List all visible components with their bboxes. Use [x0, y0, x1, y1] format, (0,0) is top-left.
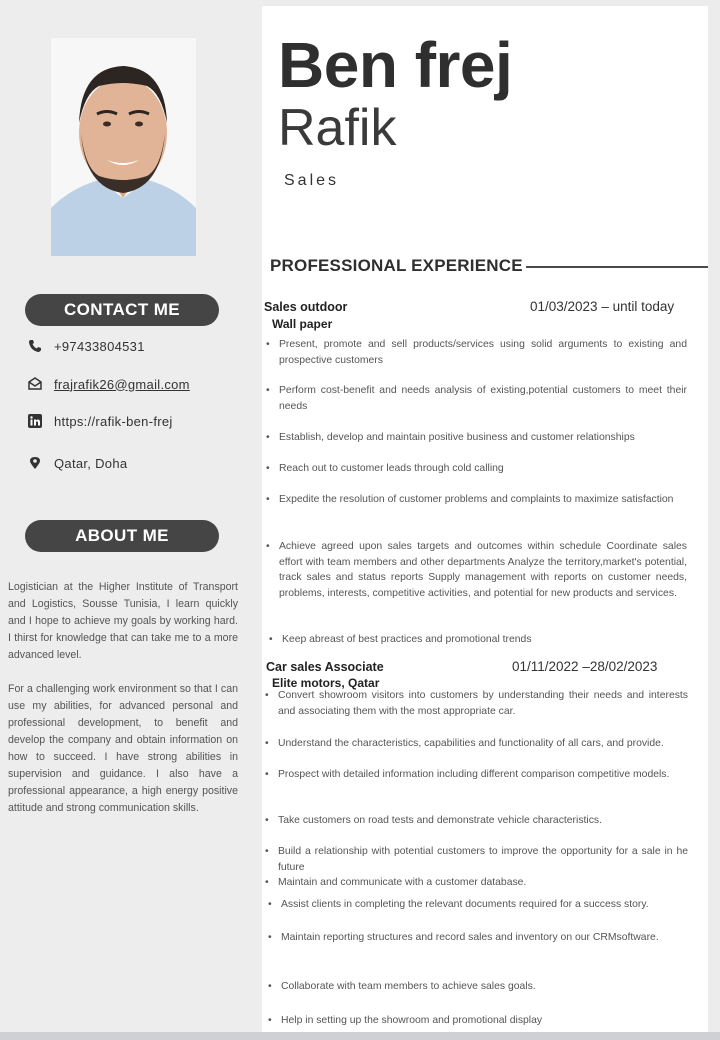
- contact-location: [28, 453, 127, 473]
- linkedin-text[interactable]: https://rafik-ben-frej: [54, 413, 173, 429]
- job-2-bullet: • Prospect with detailed information including different comparison competitive models.: [278, 767, 688, 783]
- sidebar: [0, 0, 262, 1040]
- page-bottom-edge: [0, 1032, 720, 1040]
- job-2-bullet: • Collaborate with team members to achieve sales goals.: [281, 979, 688, 995]
- job-1-company: Wall paper: [272, 317, 333, 331]
- job-2-dates: 01/11/2022 –28/02/2023: [512, 659, 658, 674]
- job-2-bullet: • Build a relationship with potential customers to improve the opportunity for a sale in he future: [278, 844, 688, 875]
- job-role: Sales: [284, 172, 340, 189]
- job-1-title: Sales outdoor: [264, 300, 348, 314]
- job-2-title: Car sales Associate: [266, 660, 384, 674]
- about-paragraph-1: Logistician at the Higher Institute of Transport and Logistics, Sousse Tunisia, I learn quickly and I hope to achieve my goals by working hard. I thirst for knowledge that can take me to a more advanced level.: [8, 581, 238, 661]
- about-heading: ABOUT ME: [25, 520, 219, 552]
- job-2-bullet: • Understand the characteristics, capabilities and functionality of all cars, and provide.: [278, 736, 688, 752]
- job-1-bullet: • Perform cost-benefit and needs analysis of existing,potential customers to meet their needs: [279, 383, 687, 414]
- job-2-bullet: • Take customers on road tests and demonstrate vehicle characteristics.: [278, 813, 688, 829]
- about-paragraph-2: For a challenging work environment so that I can use my abilities, for advanced personal and professional development, to benefit and develop the company and obtain information on how to succeed. I have strong abilities in supervision and guidance. I also have a professional appearance, a high energy positive attitude and strong communication skills.: [8, 683, 238, 814]
- job-2-bullet: • Convert showroom visitors into customers by understanding their needs and interests and associating them with the most appropriate car.: [278, 688, 688, 719]
- location-pin-icon: [28, 456, 42, 470]
- contact-email[interactable]: [28, 374, 190, 394]
- name-second-line: Rafik: [278, 99, 397, 157]
- job-2-bullet: • Maintain reporting structures and record sales and inventory on our CRMsoftware.: [281, 930, 688, 946]
- job-1-bullet: • Establish, develop and maintain positive business and customer relationships: [279, 430, 687, 446]
- section-divider: [526, 266, 708, 268]
- job-1-bullet: • Achieve agreed upon sales targets and outcomes within schedule Coordinate sales effort with team members and other departments Analyze the territory,market's potential, track sales and status reports Supply management with reports on customer needs, problems, interests, competitive activities, and potential for new products and services.: [279, 539, 687, 601]
- email-link[interactable]: frajrafik26@gmail.com: [54, 376, 190, 392]
- contact-heading: CONTACT ME: [25, 294, 219, 326]
- contact-phone[interactable]: [28, 336, 145, 356]
- job-1-bullet: • Keep abreast of best practices and promotional trends: [282, 632, 687, 648]
- envelope-icon: [28, 377, 42, 391]
- job-2-company: Elite motors, Qatar: [272, 676, 380, 690]
- experience-heading: PROFESSIONAL EXPERIENCE: [270, 256, 523, 275]
- job-1-bullet: • Expedite the resolution of customer problems and complaints to maximize satisfaction: [279, 492, 687, 508]
- job-1-dates: 01/03/2023 – until today: [530, 299, 675, 314]
- job-2-bullet: • Maintain and communicate with a customer database.: [278, 875, 688, 891]
- phone-icon: [28, 339, 42, 353]
- contact-linkedin[interactable]: [28, 411, 173, 431]
- job-1-bullet: • Reach out to customer leads through cold calling: [279, 461, 687, 477]
- profile-photo: [51, 38, 196, 256]
- phone-text: +97433804531: [54, 338, 145, 354]
- linkedin-icon: [28, 414, 42, 428]
- job-1-bullet: • Present, promote and sell products/services using solid arguments to existing and prospective customers: [279, 337, 687, 368]
- name-first-line: Ben frej: [278, 29, 513, 101]
- location-text: Qatar, Doha: [54, 455, 128, 471]
- job-2-bullet: • Assist clients in completing the relevant documents required for a success story.: [281, 897, 688, 913]
- main-panel: [262, 6, 708, 1032]
- job-2-bullet: • Help in setting up the showroom and promotional display: [281, 1013, 688, 1029]
